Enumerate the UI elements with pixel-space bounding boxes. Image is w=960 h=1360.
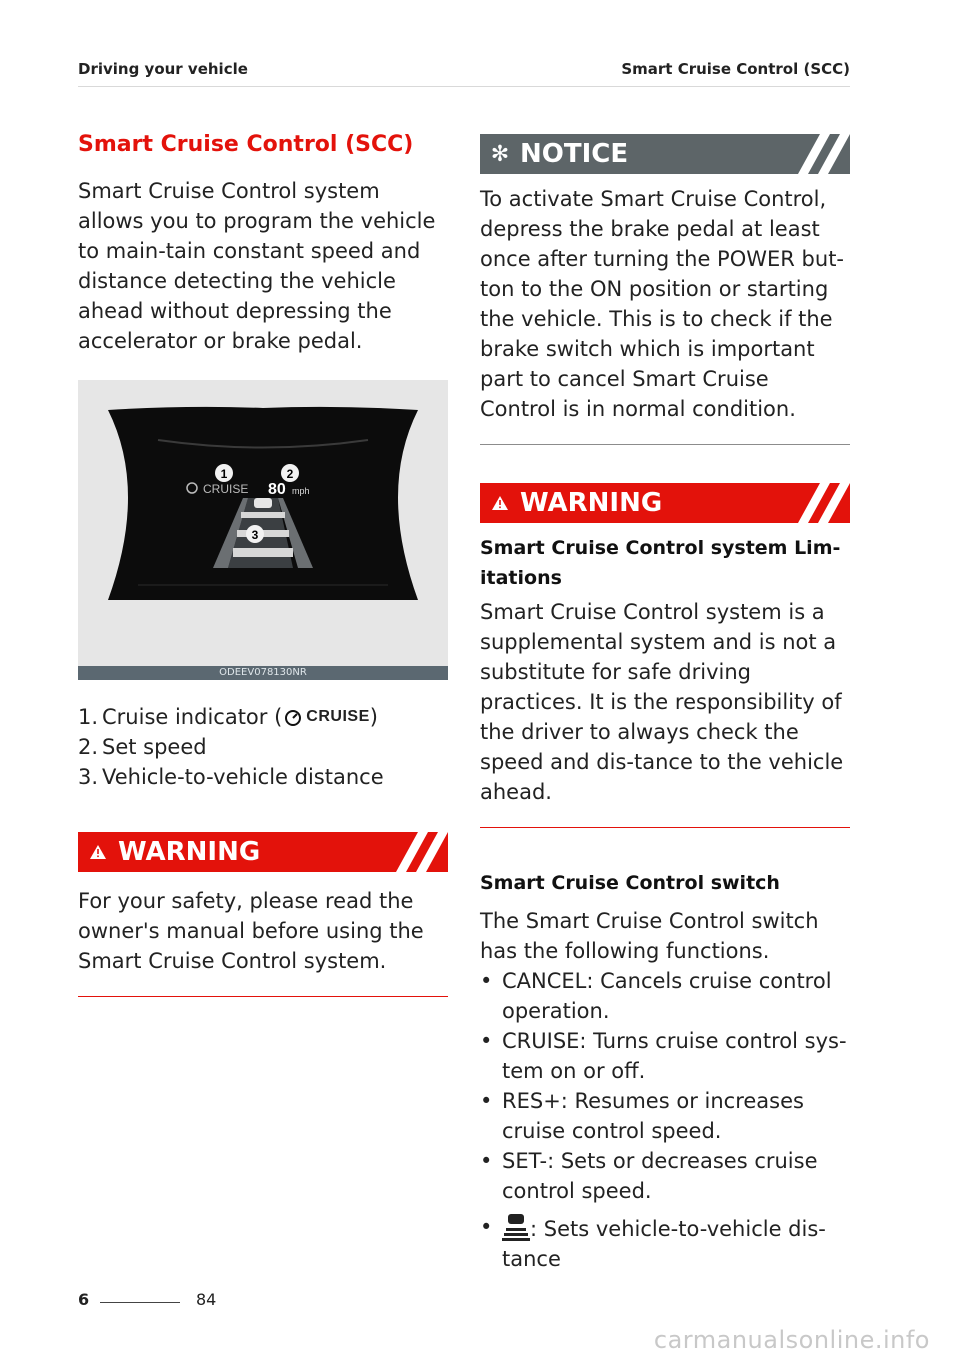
warning-end-rule [480,827,850,828]
cruise-gauge-icon [282,707,304,727]
list-item: • CANCEL: Cancels cruise control operation. [480,969,832,1023]
list-item: 1. Cruise indicator ( CRUISE ) [78,702,448,732]
list-item: • : Sets vehicle-to-vehicle dis-tance [480,1212,850,1274]
notice-label: NOTICE [520,139,629,169]
left-column [78,130,448,997]
warning-text: Smart Cruise Control system is a supplemental system and is not a substitute for safe driving practices. It is the responsibility of the driver to always check the speed and dis-tance to the vehicle ahead. [480,600,844,804]
warning-text: For your safety, please read the owner's manual before using the Smart Cruise Control system. [78,889,424,973]
notice-text: To activate Smart Cruise Control, depress the brake pedal at least once after turning the POWER but-ton to the ON position or starting the vehicle. This is to check if the brake switch which is important part to cancel Smart Cruise Control is in normal condition. [480,187,845,421]
switch-function-list [480,966,850,1274]
figure-legend-list [78,702,448,792]
list-item: • RES+: Resumes or increases cruise control speed. [480,1089,804,1143]
callout-1: 1 [220,467,228,481]
warning-triangle-icon [480,495,520,511]
list-item: • SET-: Sets or decreases cruise control speed. [480,1149,818,1203]
banner-stripes [780,134,850,174]
instrument-cluster-illustration [78,380,448,666]
callout-3: 3 [251,528,259,542]
cluster-unit-text: mph [292,486,310,496]
switch-heading: Smart Cruise Control switch [480,872,780,894]
asterisk-icon: ✻ [490,141,510,167]
cluster-speed-text: 80 [268,481,286,498]
header-divider [78,86,850,87]
warning-banner [480,483,850,523]
right-column [480,134,850,1274]
cluster-cruise-text: CRUISE [203,482,249,496]
running-header-right: Smart Cruise Control (SCC) [621,60,850,78]
watermark: carmanualsonline.info [653,1326,930,1354]
footer-divider [100,1302,180,1303]
warning-triangle-icon [78,844,118,860]
figure-caption: ODEEV078130NR [78,666,448,680]
callout-2: 2 [286,467,294,481]
section-title: Smart Cruise Control (SCC) [78,132,414,157]
warning-heading: Smart Cruise Control system Lim-itations [480,537,841,589]
footer-section-number: 6 [78,1290,90,1309]
vehicle-distance-icon [502,1212,530,1242]
notice-end-rule [480,444,850,445]
banner-stripes [378,832,448,872]
cruise-inline-label: CRUISE [306,708,370,725]
list-item: 3. Vehicle-to-vehicle distance [78,765,384,789]
notice-banner [480,134,850,174]
footer-page-number: 84 [196,1290,217,1309]
list-item: • CRUISE: Turns cruise control sys-tem on or off. [480,1029,847,1083]
warning-end-rule [78,996,448,997]
switch-intro: The Smart Cruise Control switch has the following functions. [480,909,819,963]
cluster-figure [78,380,448,680]
banner-stripes [780,483,850,523]
running-header-left: Driving your vehicle [78,60,248,78]
warning-label: WARNING [520,488,663,518]
list-item: 2. Set speed [78,735,207,759]
warning-label: WARNING [118,837,261,867]
intro-paragraph: Smart Cruise Control system allows you to program the vehicle to main-tain constant speed and distance detecting the vehicle ahead without depressing the accelerator or brake pedal. [78,179,436,353]
warning-banner [78,832,448,872]
